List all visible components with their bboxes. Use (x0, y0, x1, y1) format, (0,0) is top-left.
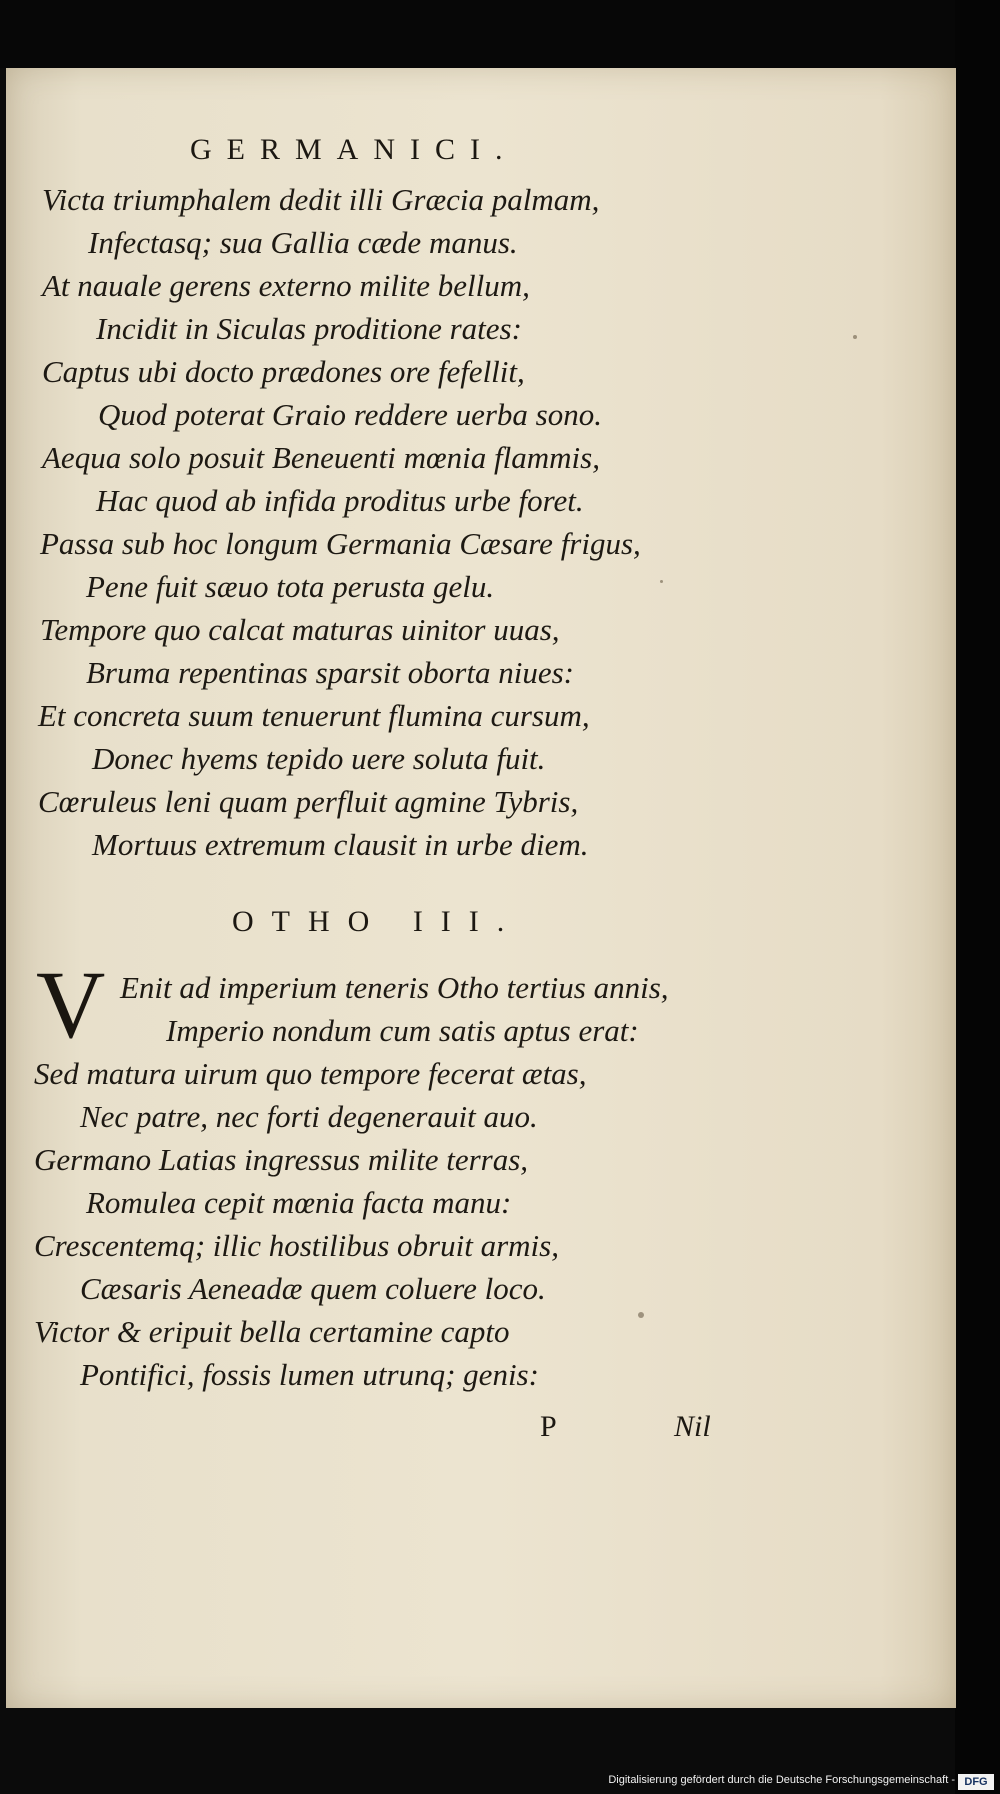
dfg-logo: DFG (958, 1774, 994, 1790)
verse-line: Passa sub hoc longum Germania Cæsare frigus, (40, 526, 641, 561)
verse-line: Imperio nondum cum satis aptus erat: (166, 1013, 639, 1048)
verse-line: Sed matura uirum quo tempore fecerat ætas, (34, 1056, 587, 1091)
verse-line: Aequa solo posuit Beneuenti mœnia flammis, (42, 440, 600, 475)
verse-line: Germano Latias ingressus milite terras, (34, 1142, 529, 1177)
verse-line: Victor & eripuit bella certamine capto (34, 1314, 510, 1349)
verse-line: Hac quod ab infida proditus urbe foret. (96, 483, 584, 518)
verse-line: Incidit in Siculas proditione rates: (96, 311, 522, 346)
verse-line: Cæsaris Aeneadæ quem coluere loco. (80, 1271, 546, 1306)
digitization-credit: Digitalisierung gefördert durch die Deutsche Forschungsgemeinschaft - (608, 1774, 955, 1786)
paper-spot (660, 580, 663, 583)
verse-line: At nauale gerens externo milite bellum, (42, 268, 530, 303)
verse-line: Infectasq; sua Gallia cæde manus. (88, 225, 518, 260)
verse-line: Tempore quo calcat maturas uinitor uuas, (40, 612, 560, 647)
catchword: Nil (674, 1410, 711, 1443)
verse-line: Pontifici, fossis lumen utrunq; genis: (80, 1357, 539, 1392)
paper-spot (638, 1312, 644, 1318)
verse-line: Pene fuit sæuo tota perusta gelu. (86, 569, 495, 604)
verse-line: Mortuus extremum clausit in urbe diem. (92, 827, 589, 862)
running-head: GERMANICI. (190, 133, 518, 166)
verse-line: Quod poterat Graio reddere uerba sono. (98, 397, 602, 432)
signature-mark: P (540, 1410, 557, 1443)
drop-cap-initial: V (36, 951, 106, 1058)
paper-spot (853, 335, 857, 339)
scan-background-right (955, 0, 1000, 1794)
scan-background-top (0, 0, 1000, 68)
verse-line: Nec patre, nec forti degenerauit auo. (80, 1099, 538, 1134)
verse-line: Donec hyems tepido uere soluta fuit. (92, 741, 546, 776)
verse-line: Et concreta suum tenuerunt flumina cursum, (38, 698, 590, 733)
verse-line: Enit ad imperium teneris Otho tertius annis, (120, 970, 669, 1005)
verse-line: Captus ubi docto prædones ore fefellit, (42, 354, 525, 389)
verse-line: Romulea cepit mœnia facta manu: (86, 1185, 512, 1220)
verse-line: Crescentemq; illic hostilibus obruit armis, (34, 1228, 559, 1263)
verse-line: Bruma repentinas sparsit oborta niues: (86, 655, 574, 690)
section-title: OTHO III. (232, 905, 523, 938)
verse-line: Victa triumphalem dedit illi Græcia palmam, (42, 182, 600, 217)
verse-line: Cœruleus leni quam perfluit agmine Tybris, (38, 784, 579, 819)
